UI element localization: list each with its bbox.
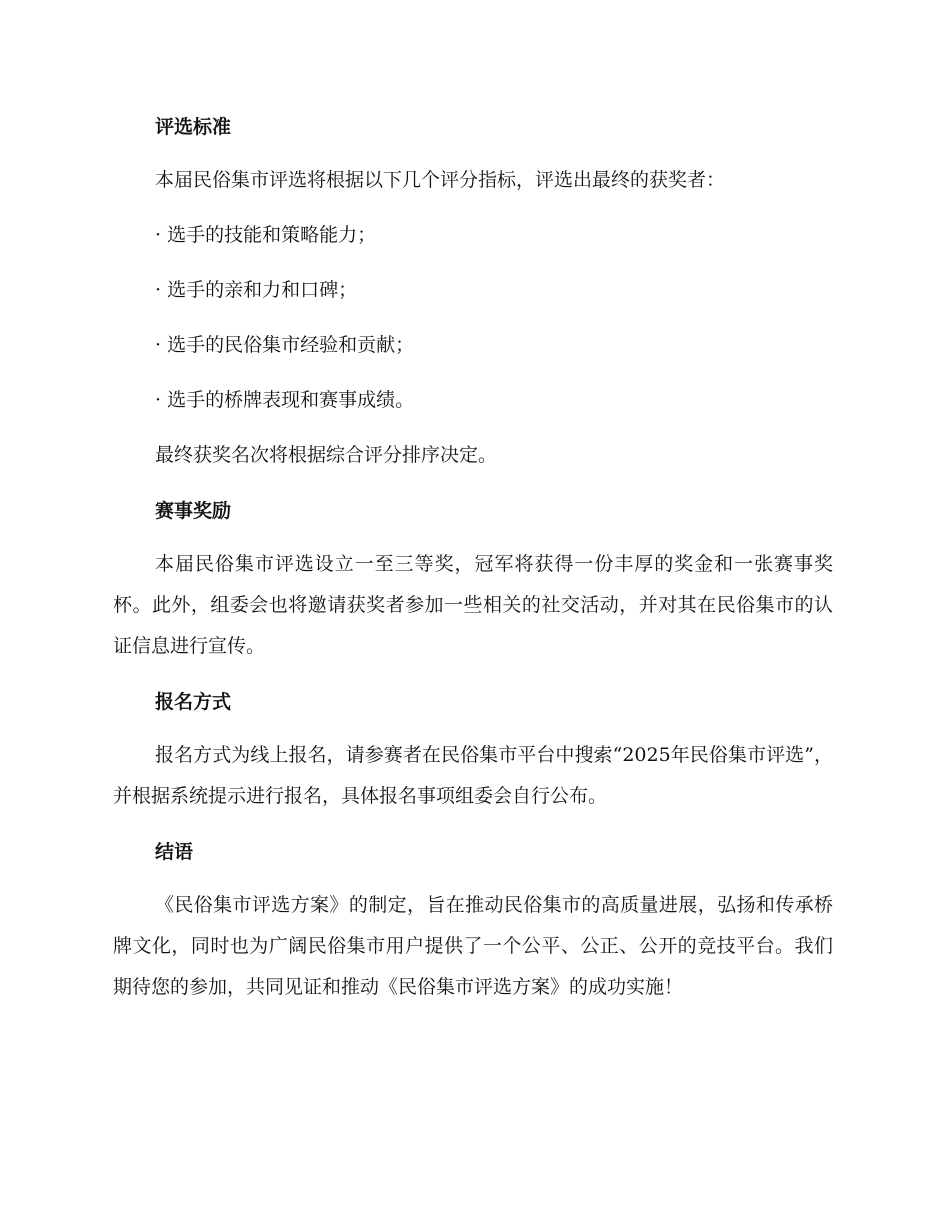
spacer bbox=[113, 871, 833, 885]
criteria-bullet-1: · 选手的技能和策略能力； bbox=[155, 224, 377, 246]
criteria-outro: 最终获奖名次将根据综合评分排序决定。 bbox=[155, 444, 498, 466]
spacer bbox=[113, 366, 833, 380]
registration-body: 报名方式为线上报名，请参赛者在民俗集市平台中搜索“2025年民俗集市评选”，并根据系统提示进行报名，具体报名事项组委会自行公布。 bbox=[113, 744, 833, 807]
spacer bbox=[113, 476, 833, 492]
section-heading-criteria: 评选标准 bbox=[155, 116, 232, 138]
spacer bbox=[113, 667, 833, 683]
spacer bbox=[113, 421, 833, 435]
criteria-bullet-4: · 选手的桥牌表现和赛事成绩。 bbox=[155, 389, 415, 411]
spacer bbox=[113, 256, 833, 270]
conclusion-body: 《民俗集市评选方案》的制定，旨在推动民俗集市的高质量进展，弘扬和传承桥牌文化，同时也为广阔民俗集市用户提供了一个公平、公正、公开的竞技平台。我们期待您的参加，共同见证和推动《民俗集市评选方案》的成功实施！ bbox=[113, 894, 833, 998]
section-heading-rewards: 赛事奖励 bbox=[155, 500, 232, 522]
criteria-bullet-2: · 选手的亲和力和口碑； bbox=[155, 279, 358, 301]
spacer bbox=[113, 201, 833, 215]
spacer bbox=[113, 721, 833, 735]
spacer bbox=[113, 146, 833, 160]
section-heading-registration: 报名方式 bbox=[155, 691, 232, 713]
spacer bbox=[113, 530, 833, 544]
spacer bbox=[113, 817, 833, 833]
section-heading-conclusion: 结语 bbox=[155, 841, 194, 863]
criteria-bullet-3: · 选手的民俗集市经验和贡献； bbox=[155, 334, 415, 356]
rewards-body: 本届民俗集市评选设立一至三等奖，冠军将获得一份丰厚的奖金和一张赛事奖杯。此外，组委会也将邀请获奖者参加一些相关的社交活动，并对其在民俗集市的认证信息进行宣传。 bbox=[113, 553, 833, 657]
document-page bbox=[113, 108, 833, 1008]
spacer bbox=[113, 311, 833, 325]
criteria-intro: 本届民俗集市评选将根据以下几个评分指标，评选出最终的获奖者： bbox=[155, 169, 726, 191]
